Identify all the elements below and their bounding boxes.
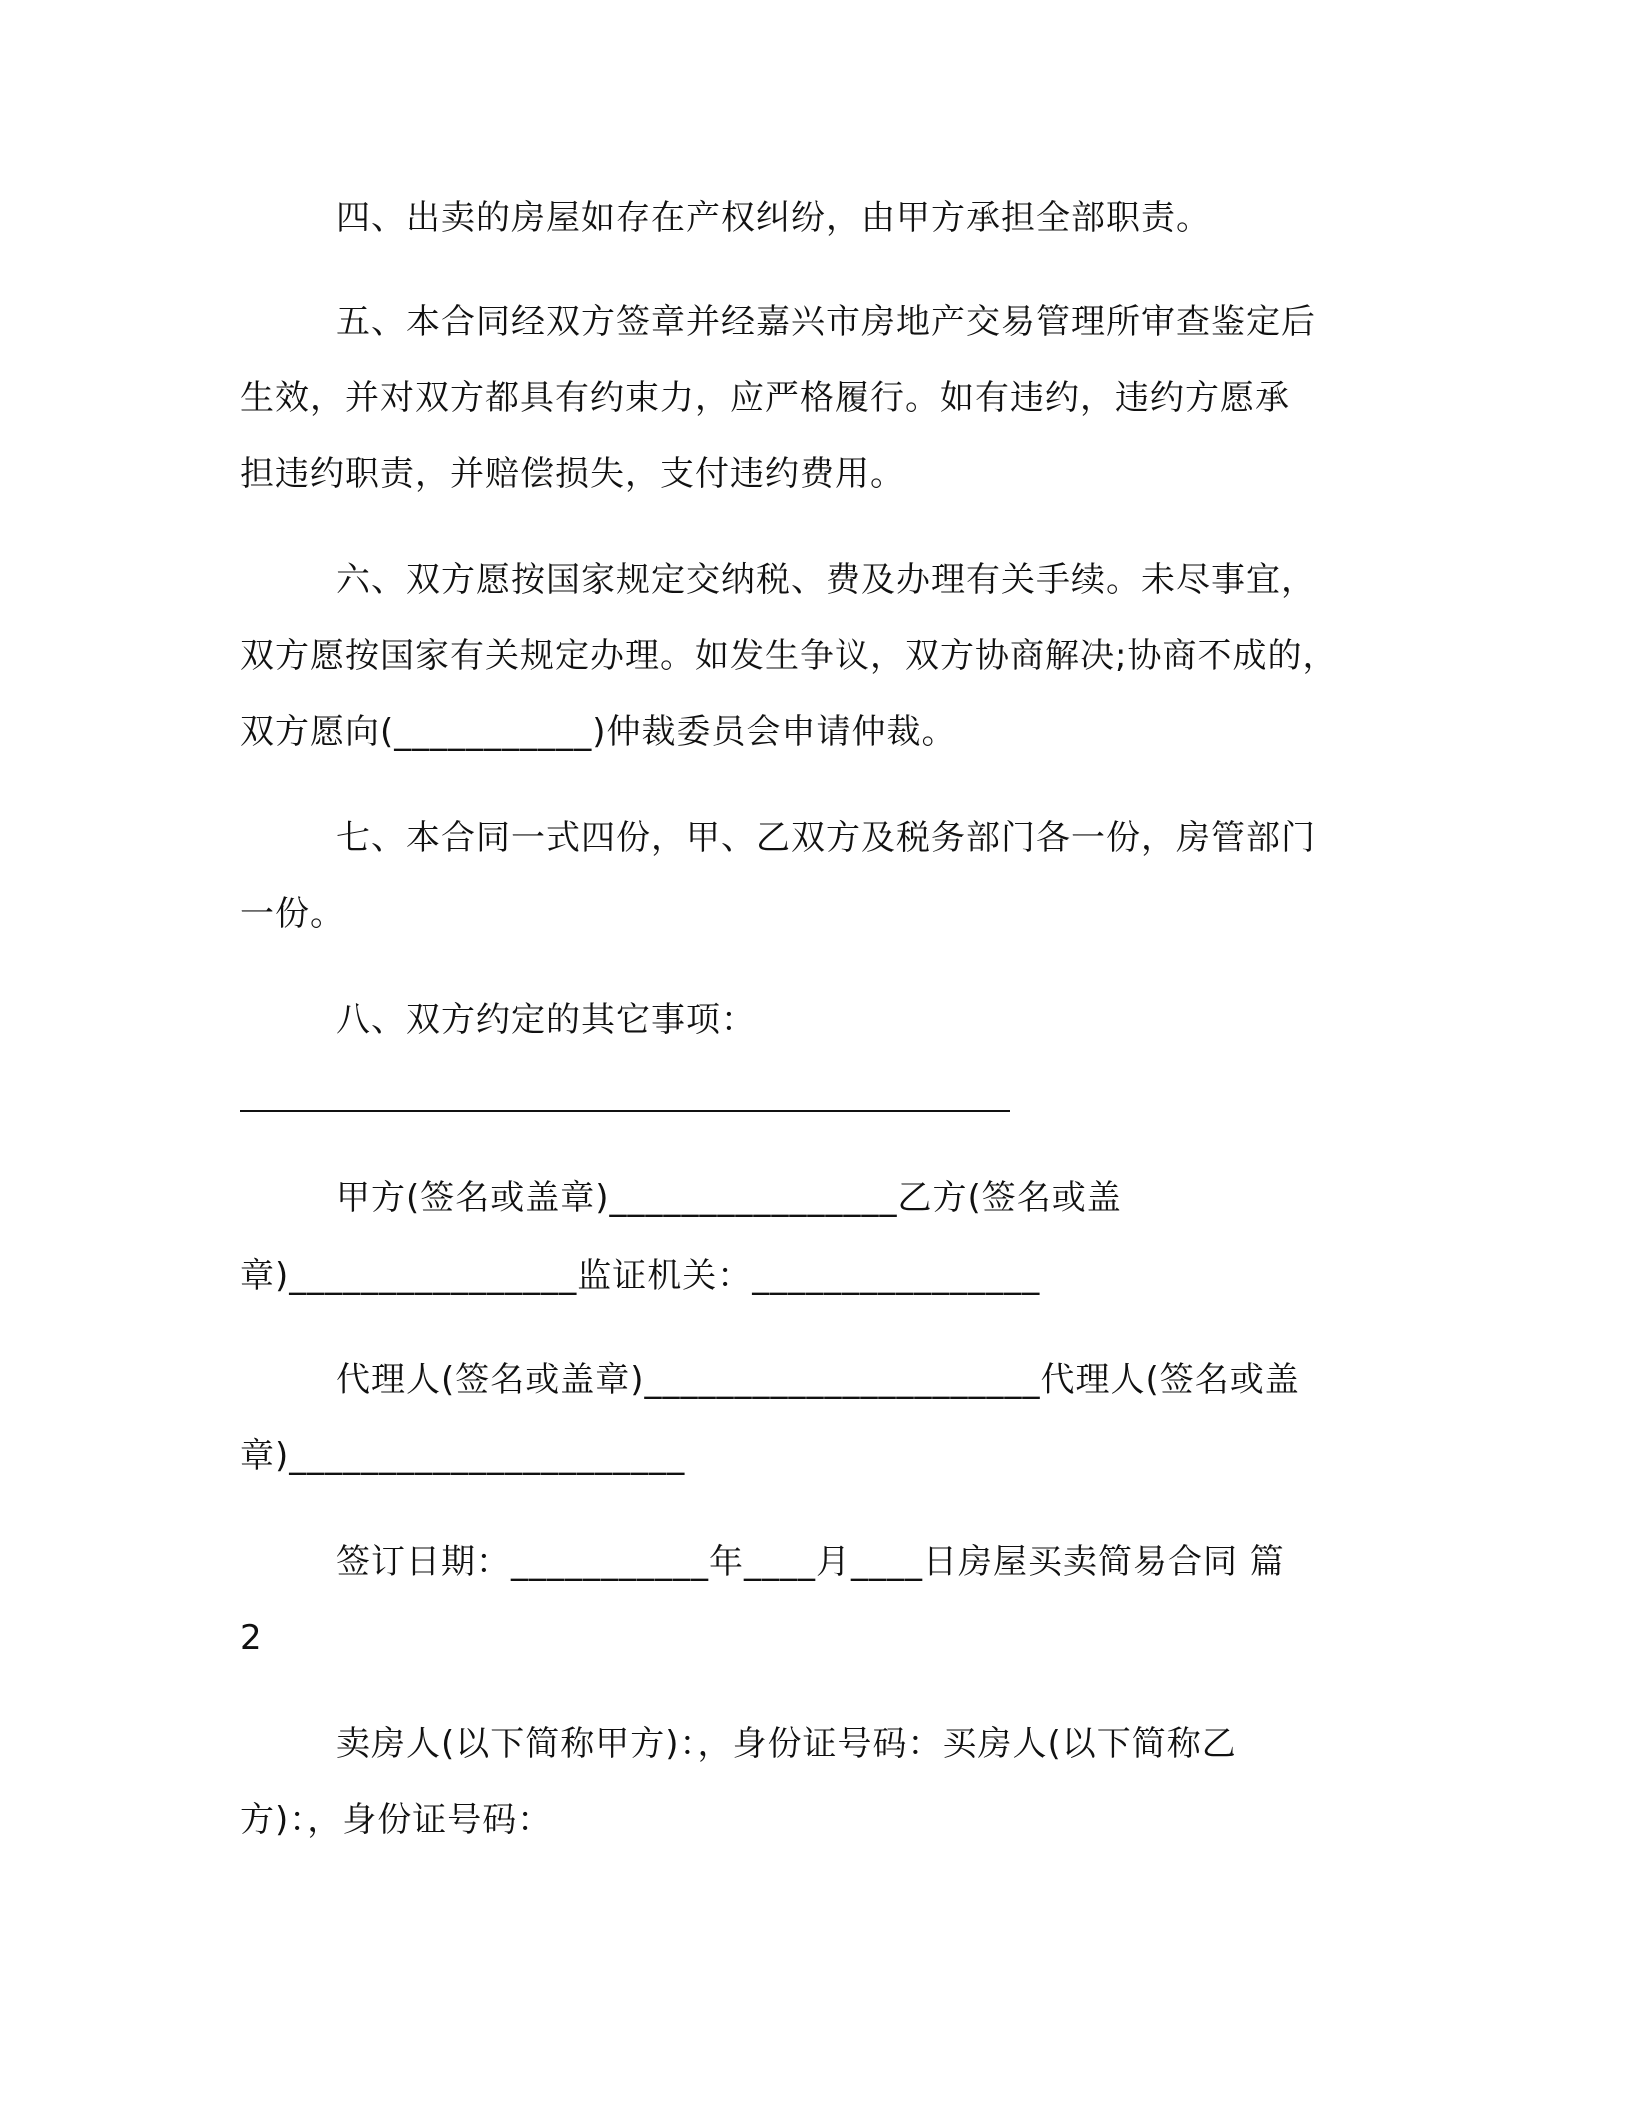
clause-6-line-3: 双方愿向(___________)仲裁委员会申请仲裁。 xyxy=(240,712,957,752)
parties-line-2: 方)：，身份证号码： xyxy=(240,1800,553,1840)
signature-line-2: 章)________________监证机关：________________ xyxy=(240,1256,1041,1296)
section-number: 2 xyxy=(240,1618,263,1658)
signature-line-1: 甲方(签名或盖章)________________乙方(签名或盖 xyxy=(336,1178,1122,1218)
clause-5-line-2: 生效，并对双方都具有约束力，应严格履行。如有违约，违约方愿承 xyxy=(240,378,1290,418)
parties-line-1: 卖房人(以下简称甲方)：，身份证号码：买房人(以下简称乙 xyxy=(336,1724,1237,1764)
clause-7-line-1: 七、本合同一式四份，甲、乙双方及税务部门各一份，房管部门 xyxy=(336,818,1316,858)
clause-5-line-1: 五、本合同经双方签章并经嘉兴市房地产交易管理所审查鉴定后 xyxy=(336,302,1316,342)
clause-6-line-2: 双方愿按国家有关规定办理。如发生争议，双方协商解决;协商不成的， xyxy=(240,636,1338,676)
clause-5-line-3: 担违约职责，并赔偿损失，支付违约费用。 xyxy=(240,454,905,494)
clause-4-line-1: 四、出卖的房屋如存在产权纠纷，由甲方承担全部职责。 xyxy=(336,198,1211,238)
agent-signature-line-1: 代理人(签名或盖章)______________________代理人(签名或盖 xyxy=(336,1360,1300,1400)
clause-7-line-2: 一份。 xyxy=(240,894,345,934)
agent-signature-line-2: 章)______________________ xyxy=(240,1436,686,1476)
blank-fill-line xyxy=(240,1110,1010,1112)
clause-6-line-1: 六、双方愿按国家规定交纳税、费及办理有关手续。未尽事宜， xyxy=(336,560,1316,600)
signing-date-line: 签订日期：___________年____月____日房屋买卖简易合同 篇 xyxy=(336,1542,1285,1582)
clause-8-line-1: 八、双方约定的其它事项： xyxy=(336,1000,756,1040)
